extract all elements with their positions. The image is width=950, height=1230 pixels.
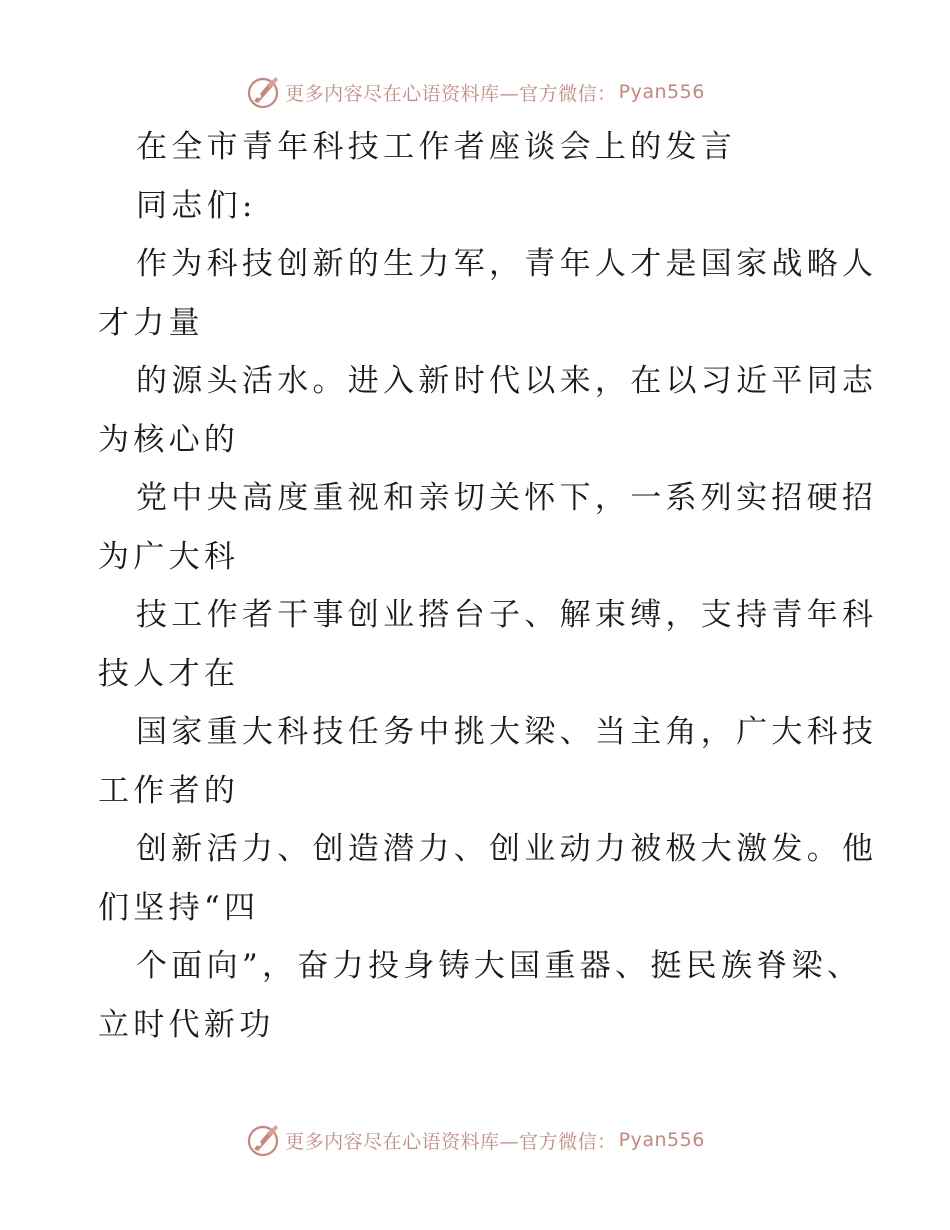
body-text-line: 立时代新功 (98, 1006, 275, 1043)
body-text-line: 作为科技创新的生力军，青年人才是国家战略人 (136, 246, 878, 282)
body-text-line: 国家重大科技任务中挑大梁、当主角，广大科技 (136, 714, 878, 750)
document-body (98, 118, 878, 1054)
body-text-line: 的源头活水。进入新时代以来，在以习近平同志 (136, 363, 878, 399)
footer-watermark (0, 1120, 950, 1160)
body-text-line: 为广大科 (98, 538, 240, 575)
body-text-line: 才力量 (98, 304, 204, 341)
body-text-line: 技人才在 (98, 655, 240, 692)
body-text-line: 党中央高度重视和亲切关怀下，一系列实招硬招 (136, 480, 878, 516)
body-text-line: 技工作者干事创业搭台子、解束缚，支持青年科 (136, 597, 878, 633)
body-text-line: 们坚持“四 (98, 889, 260, 926)
body-text-line: 个面向”，奋力投身铸大国重器、挺民族脊梁、 (136, 948, 863, 984)
watermark-text: 更多内容尽在心语资料库—官方微信： (285, 82, 617, 105)
header-watermark (0, 72, 950, 112)
body-text-line: 创新活力、创造潜力、创业动力被极大激发。他 (136, 831, 878, 867)
body-text-line: 工作者的 (98, 772, 240, 809)
watermark-text: 更多内容尽在心语资料库—官方微信： (285, 1130, 617, 1153)
quill-seal-icon (245, 1122, 281, 1158)
quill-seal-icon (245, 74, 281, 110)
salutation: 同志们: (136, 187, 257, 224)
watermark-wechat-id: Pyan556 (618, 81, 705, 103)
body-text-line: 为核心的 (98, 421, 240, 458)
document-title: 在全市青年科技工作者座谈会上的发言 (136, 129, 737, 165)
watermark-wechat-id: Pyan556 (618, 1129, 705, 1151)
